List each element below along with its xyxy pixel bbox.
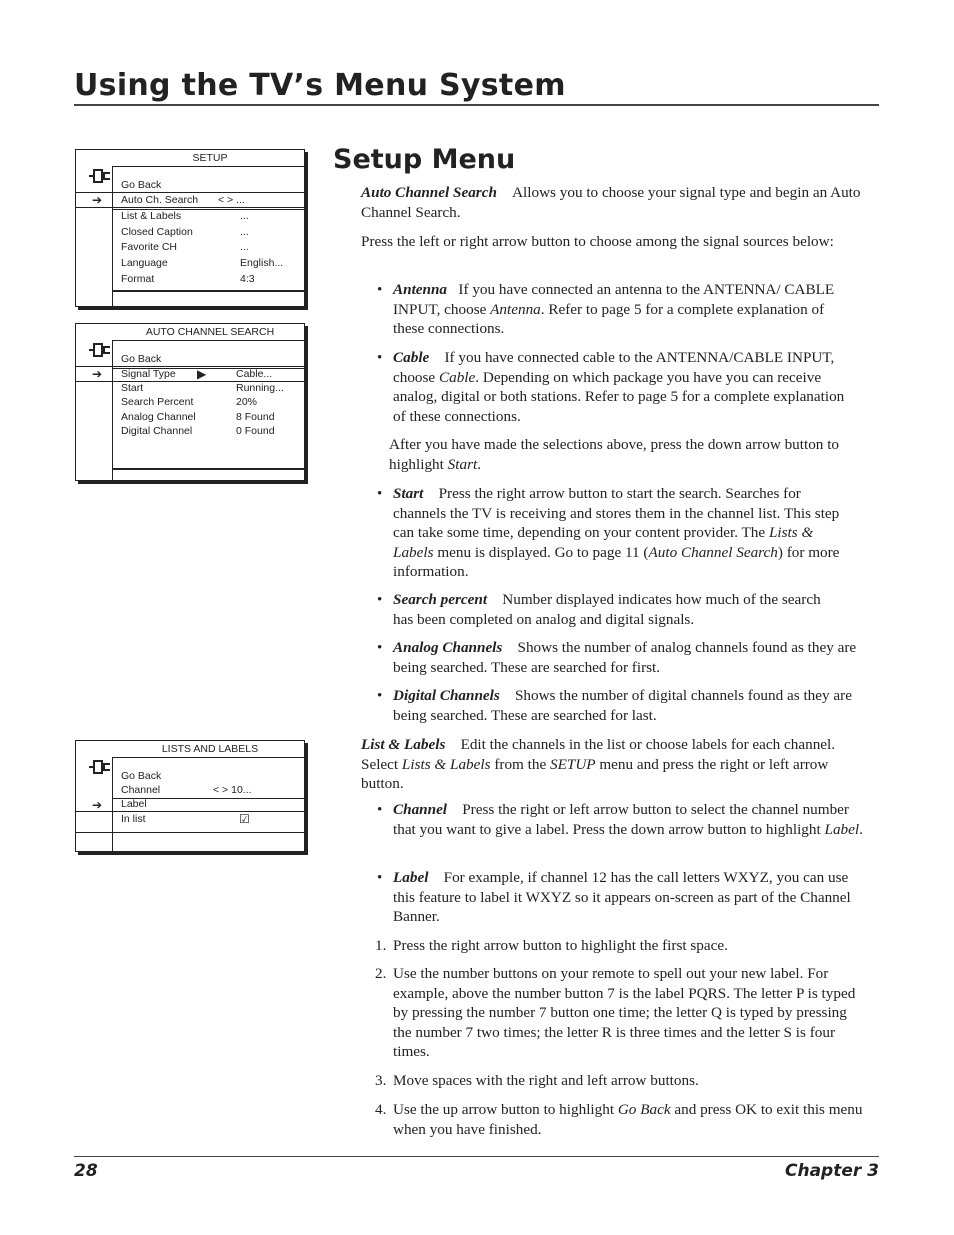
step-1 bbox=[375, 936, 863, 956]
go-back-item[interactable] bbox=[121, 352, 300, 366]
text: Auto Channel Search bbox=[648, 543, 778, 561]
item-value: English... bbox=[240, 257, 284, 269]
item-value: 0 Found bbox=[236, 425, 275, 437]
page-number: 28 bbox=[74, 1161, 98, 1181]
text: For example, if channel 12 has the call letters WXYZ, you can use this feature to label it WXYZ so it appears on-screen as part of the Channel Banner. bbox=[393, 869, 851, 925]
bullet-dot: • bbox=[377, 687, 383, 704]
text: Press the right arrow button to highlight the first space. bbox=[393, 937, 728, 954]
step-3 bbox=[375, 1071, 863, 1091]
auto-channel-search-menu bbox=[75, 323, 305, 481]
arrow-right-icon: ➔ bbox=[92, 798, 103, 812]
bullet-channel bbox=[377, 800, 863, 839]
bullet-start bbox=[377, 484, 855, 582]
text: Move spaces with the right and left arrow buttons. bbox=[393, 1072, 699, 1089]
item-value: ... bbox=[240, 241, 249, 253]
press-paragraph bbox=[361, 232, 869, 252]
text: . Refer to page 5 for a complete explanation of these connections. bbox=[393, 300, 825, 337]
page-header bbox=[74, 66, 879, 106]
text: . Depending on which package you have you can receive analog, digital or both stations. Refer to page 5 for a complete explanation of these connections. bbox=[393, 368, 845, 425]
bullet-dot: • bbox=[377, 349, 383, 366]
term-analog-channels: Analog Channels bbox=[393, 639, 503, 656]
text: Allows you to choose your signal type and begin an Auto Channel Search. bbox=[361, 184, 861, 221]
bullet-label bbox=[377, 868, 859, 927]
item-label: Search Percent bbox=[121, 396, 194, 408]
text: Use the number buttons on your remote to spell out your new label. For example, above the number button 7 is the label PQRS. The letter P is typed by pressing the number 7 button one time; the letter Q is typed by pressing the number 7 two times; the letter R is three times and the letter S is four times. bbox=[393, 965, 856, 1060]
go-back-label: Go Back bbox=[121, 353, 162, 365]
text: After you have made the selections above, press the down arrow button to highlight bbox=[389, 436, 840, 473]
item-label: Digital Channel bbox=[121, 425, 193, 437]
term-start: Start bbox=[393, 485, 424, 502]
term-digital-channels: Digital Channels bbox=[393, 687, 500, 704]
text: SETUP bbox=[550, 755, 596, 773]
item-value: 20% bbox=[236, 396, 258, 408]
text: Label bbox=[824, 820, 860, 838]
text: Lists & Labels bbox=[393, 524, 814, 561]
menu-item-list-labels[interactable] bbox=[121, 209, 300, 223]
go-back-label: Go Back bbox=[121, 179, 162, 191]
menu-item-format[interactable] bbox=[121, 272, 300, 286]
bullet-antenna bbox=[377, 280, 837, 339]
menu-item-start[interactable] bbox=[121, 381, 300, 395]
item-value: Running... bbox=[236, 382, 284, 394]
menu-item-auto-ch-search[interactable] bbox=[121, 193, 300, 207]
term-label: Label bbox=[393, 869, 429, 886]
text: Lists & Labels bbox=[401, 755, 491, 773]
item-label: Label bbox=[121, 798, 147, 810]
term-cable: Cable bbox=[393, 349, 430, 366]
term-auto-channel-search: Auto Channel Search bbox=[361, 184, 497, 201]
text: . bbox=[859, 820, 863, 838]
item-value: < > ... bbox=[218, 194, 245, 206]
bullet-digital-channels bbox=[377, 686, 863, 725]
menu-item-closed-caption[interactable] bbox=[121, 225, 300, 239]
text: Shows the number of analog channels found as they are being searched. These are searched for first. bbox=[393, 639, 857, 676]
text: and press OK to exit this menu when you have finished. bbox=[393, 1101, 863, 1138]
text: Go Back bbox=[617, 1101, 671, 1118]
item-value: ... bbox=[240, 226, 249, 238]
go-back-item[interactable] bbox=[121, 769, 300, 783]
item-label: Favorite CH bbox=[121, 241, 178, 253]
menu-item-digital-channel[interactable] bbox=[121, 424, 300, 438]
item-value: Cable... bbox=[236, 368, 273, 380]
menu-item-favorite-ch[interactable] bbox=[121, 240, 300, 254]
step-number: 4. bbox=[375, 1101, 387, 1118]
menu-bottom-rule bbox=[112, 290, 304, 292]
item-label: Analog Channel bbox=[121, 411, 196, 423]
after-paragraph bbox=[389, 435, 879, 474]
text: Start bbox=[447, 455, 478, 473]
bullet-dot: • bbox=[377, 591, 383, 608]
term-search-percent: Search percent bbox=[393, 591, 488, 608]
list-labels-paragraph bbox=[361, 735, 869, 794]
item-label: Auto Ch. Search bbox=[121, 194, 199, 206]
text: Cable bbox=[438, 368, 476, 386]
menu-item-label[interactable] bbox=[121, 797, 300, 811]
term-antenna: Antenna bbox=[393, 281, 448, 298]
chapter-label: Chapter 3 bbox=[784, 1161, 879, 1181]
bullet-dot: • bbox=[377, 869, 383, 886]
setup-menu bbox=[75, 149, 305, 307]
play-triangle-icon: ▶ bbox=[197, 367, 207, 381]
item-label: Closed Caption bbox=[121, 226, 193, 238]
menu-item-search-percent[interactable] bbox=[121, 395, 300, 409]
menu-item-channel[interactable] bbox=[121, 783, 300, 797]
text: Use the up arrow button to highlight bbox=[393, 1101, 618, 1118]
go-back-label: Go Back bbox=[121, 770, 162, 782]
header-rule bbox=[74, 104, 879, 106]
lists-menu-title: LISTS AND LABELS bbox=[161, 743, 259, 755]
item-label: Channel bbox=[121, 784, 161, 796]
plug-icon bbox=[89, 167, 111, 185]
item-label: In list bbox=[121, 813, 146, 825]
step-number: 3. bbox=[375, 1072, 387, 1089]
text: ) for more information. bbox=[393, 543, 840, 580]
menu-bottom-rule bbox=[112, 468, 304, 470]
plug-icon bbox=[89, 758, 111, 776]
item-value: ... bbox=[240, 210, 249, 222]
bullet-search-percent bbox=[377, 590, 843, 629]
text: Press the right arrow button to start the search. Searches for channels the TV is receiving and stores them in the channel list. This step can take some time, depending on your content provider. The bbox=[393, 485, 840, 541]
item-label: Format bbox=[121, 273, 155, 285]
item-value: 4:3 bbox=[240, 273, 255, 285]
menu-item-signal-type[interactable] bbox=[121, 367, 300, 381]
arrow-right-icon: ➔ bbox=[92, 193, 103, 207]
step-2 bbox=[375, 964, 863, 1062]
menu-item-language[interactable] bbox=[121, 256, 300, 270]
text: Antenna bbox=[490, 300, 541, 318]
text: Number displayed indicates how much of the search has been completed on analog and digital signals. bbox=[393, 591, 821, 628]
bullet-dot: • bbox=[377, 639, 383, 656]
text: Press the left or right arrow button to choose among the signal sources below: bbox=[361, 233, 834, 250]
text: from the bbox=[490, 755, 550, 773]
text: Press the right or left arrow button to select the channel number that you want to give a label. Press the down arrow button to highlight bbox=[393, 801, 849, 838]
menu-item-in-list[interactable] bbox=[121, 812, 300, 826]
go-back-item[interactable] bbox=[121, 178, 300, 192]
term-list-labels: List & Labels bbox=[361, 736, 446, 753]
step-number: 1. bbox=[375, 937, 387, 954]
bullet-dot: • bbox=[377, 281, 383, 298]
text: menu is displayed. Go to page 11 ( bbox=[433, 543, 649, 561]
section-heading: Setup Menu bbox=[333, 144, 516, 175]
item-label: Start bbox=[121, 382, 144, 394]
item-value: 8 Found bbox=[236, 411, 275, 423]
auto-channel-search-paragraph bbox=[361, 183, 869, 222]
lists-and-labels-menu bbox=[75, 740, 305, 852]
item-label: Signal Type bbox=[121, 368, 176, 380]
menu-item-analog-channel[interactable] bbox=[121, 410, 300, 424]
text: If you have connected cable to the ANTENNA/CABLE INPUT, choose bbox=[393, 349, 835, 386]
auto-menu-title: AUTO CHANNEL SEARCH bbox=[145, 326, 275, 338]
page-title: Using the TV’s Menu System bbox=[74, 68, 566, 103]
item-label: List & Labels bbox=[121, 210, 182, 222]
page-footer bbox=[74, 1156, 879, 1181]
text: Shows the number of digital channels found as they are being searched. These are searched for last. bbox=[393, 687, 852, 724]
term-channel: Channel bbox=[393, 801, 448, 818]
item-value: < > 10... bbox=[213, 784, 252, 796]
plug-icon bbox=[89, 341, 111, 359]
item-label: Language bbox=[121, 257, 168, 269]
text: menu and press the right or left arrow button. bbox=[361, 755, 829, 792]
text: Edit the channels in the list or choose labels for each channel. Select bbox=[361, 736, 836, 773]
setup-menu-title: SETUP bbox=[192, 152, 228, 164]
bullet-dot: • bbox=[377, 801, 383, 818]
step-number: 2. bbox=[375, 965, 387, 982]
arrow-right-icon: ➔ bbox=[92, 367, 103, 381]
text: . bbox=[477, 455, 481, 473]
checkbox-checked-icon[interactable]: ☑ bbox=[239, 812, 250, 826]
step-4 bbox=[375, 1100, 863, 1139]
text: If you have connected an antenna to the ANTENNA/ CABLE INPUT, choose bbox=[393, 281, 835, 318]
bullet-dot: • bbox=[377, 485, 383, 502]
bullet-cable bbox=[377, 348, 853, 426]
bullet-analog-channels bbox=[377, 638, 863, 677]
